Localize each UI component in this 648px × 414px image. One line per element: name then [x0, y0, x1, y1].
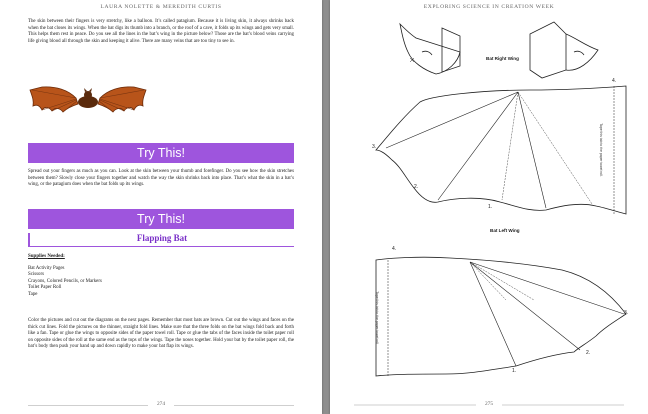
list-item: Bat Activity Pages — [28, 266, 65, 271]
running-head-right: EXPLORING SCIENCE IN CREATION WEEK — [423, 4, 555, 10]
fold-number-4: 4. — [392, 246, 397, 252]
fold-number-1: 1. — [512, 368, 517, 374]
try-this-banner-2: Try This! — [28, 209, 294, 229]
list-item: Tape — [28, 291, 38, 297]
supplies-list — [28, 266, 102, 298]
left-page — [0, 0, 322, 414]
left-wing-label: Bat Left Wing — [490, 228, 520, 233]
fold-number-2: 2. — [414, 184, 419, 190]
fold-number-3: 3. — [372, 144, 377, 150]
tape-tab-text: Tape this tab to the paper towel roll. — [598, 123, 603, 177]
bat-picture — [28, 84, 148, 120]
tape-tab-text: Tape this tab to the paper towel roll. — [374, 291, 379, 345]
right-page — [330, 0, 648, 414]
activity-title-box — [28, 233, 294, 247]
list-item: Toilet Paper Roll — [28, 285, 62, 291]
page-number: 274 — [148, 401, 174, 407]
fold-number-4: 4. — [612, 78, 617, 84]
activity-title: Flapping Bat — [136, 233, 188, 243]
fold-number-3: 3. — [624, 310, 629, 316]
try-this-banner-1: Try This! — [28, 143, 294, 163]
intro-paragraph: The skin between their fingers is very stretchy, like a balloon. It’s called patagium. Because it is living skin, it always shrinks back when the bat closes its wings. When the bat digs its thumb into a branch, or the roof of a cave, it folds up its wings and gets very small. This helps them rest in peace. Do you see all the lines in the bat’s wing in the picture below? Those are the bat’s blood veins carrying life giving blood all through the skin and keeping it alive. There are many veins that are too tiny to see in. — [28, 19, 294, 44]
running-head-left: LAURA NOLETTE & MEREDITH CURTIS — [100, 4, 222, 10]
list-item: Crayons, Colored Pencils, or Markers — [28, 278, 102, 284]
fold-number-1: 1. — [488, 204, 493, 210]
fold-number-2: 2. — [586, 350, 591, 356]
right-wing-label: Bat Right Wing — [486, 56, 519, 61]
page-number: 275 — [476, 401, 502, 407]
supplies-heading: Supplies Needed: — [28, 254, 65, 259]
list-item: Scissors — [28, 272, 45, 278]
try-this-paragraph: Spread out your fingers as much as you can. Look at the skin between your thumb and forefinger. Do you see how the skin stretches between them? Slowly close your fingers together and watch the way the skin shrinks back into place. That’s what the skin in a bat’s wing, or the patagium does when the bat folds up its wings. — [28, 169, 294, 188]
instructions-paragraph: Color the pictures and cut out the diagrams on the next pages. Remember that most bats are brown. Cut out the wings and faces on the thick cut lines. Fold the pictures on the thinner, straight fold lines. Make sure that the three folds on the bat wings fold back and forth like a fan. Tape or glue the wings to opposite sides of the paper towel roll. Tape or glue the tabs of the faces inside the toilet paper roll on opposite sides of the roll at the same end as the tops of the wings. Tape the noses together. Hold your bat by the toilet paper roll, the bat’s body then push your hand up and down rapidly to make your bat flap its wings. — [28, 318, 294, 350]
